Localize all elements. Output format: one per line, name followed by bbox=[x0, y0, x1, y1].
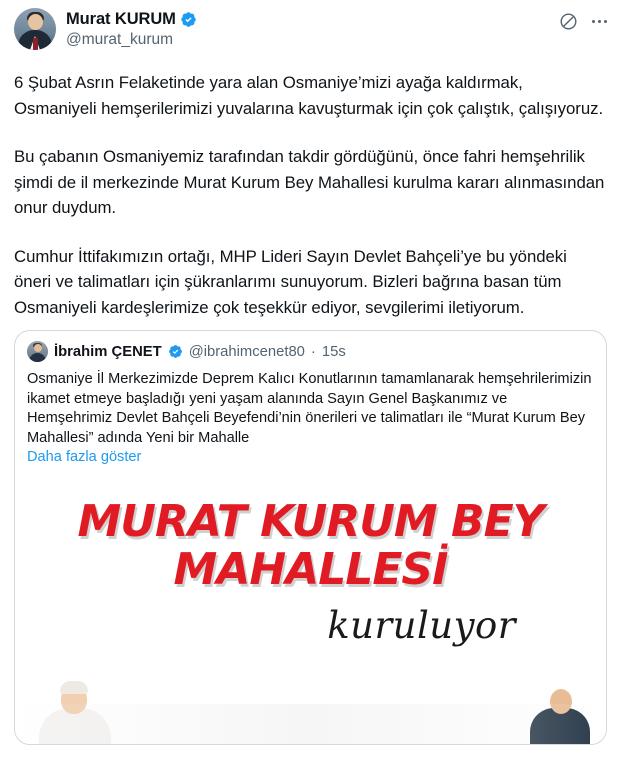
quoted-display-name[interactable]: İbrahim ÇENET bbox=[54, 343, 162, 360]
account-handle[interactable]: @murat_kurum bbox=[66, 31, 174, 48]
tweet-paragraph-1: 6 Şubat Asrın Felaketinde yara alan Osmaniye’mizi ayağa kaldırmak, Osmaniyeli hemşerilerimizi yuvalarına kavuşturmak için çok çalıştık, çalışıyoruz. bbox=[14, 73, 604, 118]
display-name-row bbox=[66, 9, 549, 29]
avatar-head bbox=[28, 14, 43, 30]
quoted-tweet-text: Osmaniye İl Merkezimizde Deprem Kalıcı Konutlarının tamamlanarak hemşehrilerimizin ikamet etmeye başladığı yeni yaşam alanında Sayın Genel Başkanımız ve Hemşehrimiz Devlet Bahçeli Beyefendi’nin önerileri ve talimatları ile “Murat Kurum Bey Mahallesi” adında Yeni bir Mahalle bbox=[27, 371, 592, 446]
avatar-tie bbox=[33, 38, 38, 50]
avatar[interactable] bbox=[14, 8, 56, 50]
quoted-handle[interactable]: @ibrahimcenet80 bbox=[188, 343, 305, 360]
circle-slash-icon[interactable] bbox=[559, 12, 578, 31]
quoted-tweet[interactable] bbox=[14, 330, 607, 745]
show-more-link[interactable]: Daha fazla göster bbox=[27, 449, 142, 465]
quoted-timestamp[interactable]: 15s bbox=[321, 343, 346, 360]
poster-headline-line2: MAHALLESİ bbox=[173, 543, 448, 595]
poster-gradient-overlay bbox=[15, 704, 606, 744]
header-actions bbox=[559, 8, 607, 31]
quoted-avatar[interactable] bbox=[27, 341, 48, 362]
display-name[interactable]: Murat KURUM bbox=[66, 10, 176, 28]
account-names bbox=[66, 8, 549, 49]
more-options-icon[interactable] bbox=[592, 12, 607, 31]
tweet-header bbox=[14, 8, 607, 56]
quoted-tweet-header bbox=[15, 331, 606, 364]
verified-badge-icon bbox=[180, 11, 197, 28]
poster-subline: kuruluyor bbox=[327, 603, 516, 647]
quoted-verified-badge-icon bbox=[168, 344, 183, 359]
quoted-avatar-head bbox=[34, 344, 42, 352]
tweet-paragraph-3: Cumhur İttifakımızın ortağı, MHP Lideri Sayın Devlet Bahçeli’ye bu yöndeki öneri ve talimatları için şükranlarımı sunuyorum. Bizleri bağrına basan tüm Osmaniyeli kardeşlerimize çok teşekkür ediyor, sevgilerimi iletiyorum. bbox=[14, 246, 567, 317]
tweet-body bbox=[14, 70, 607, 320]
quoted-separator: · bbox=[310, 343, 316, 360]
quoted-tweet-media[interactable] bbox=[15, 476, 606, 744]
poster-headline-line1: MURAT KURUM BEY bbox=[77, 495, 544, 547]
tweet-paragraph-2: Bu çabanın Osmaniyemiz tarafından takdir gördüğünü, önce fahri hemşehrilik şimdi de il merkezinde Murat Kurum Bey Mahallesi kurulma kararı alınmasından onur duydum. bbox=[14, 147, 605, 217]
